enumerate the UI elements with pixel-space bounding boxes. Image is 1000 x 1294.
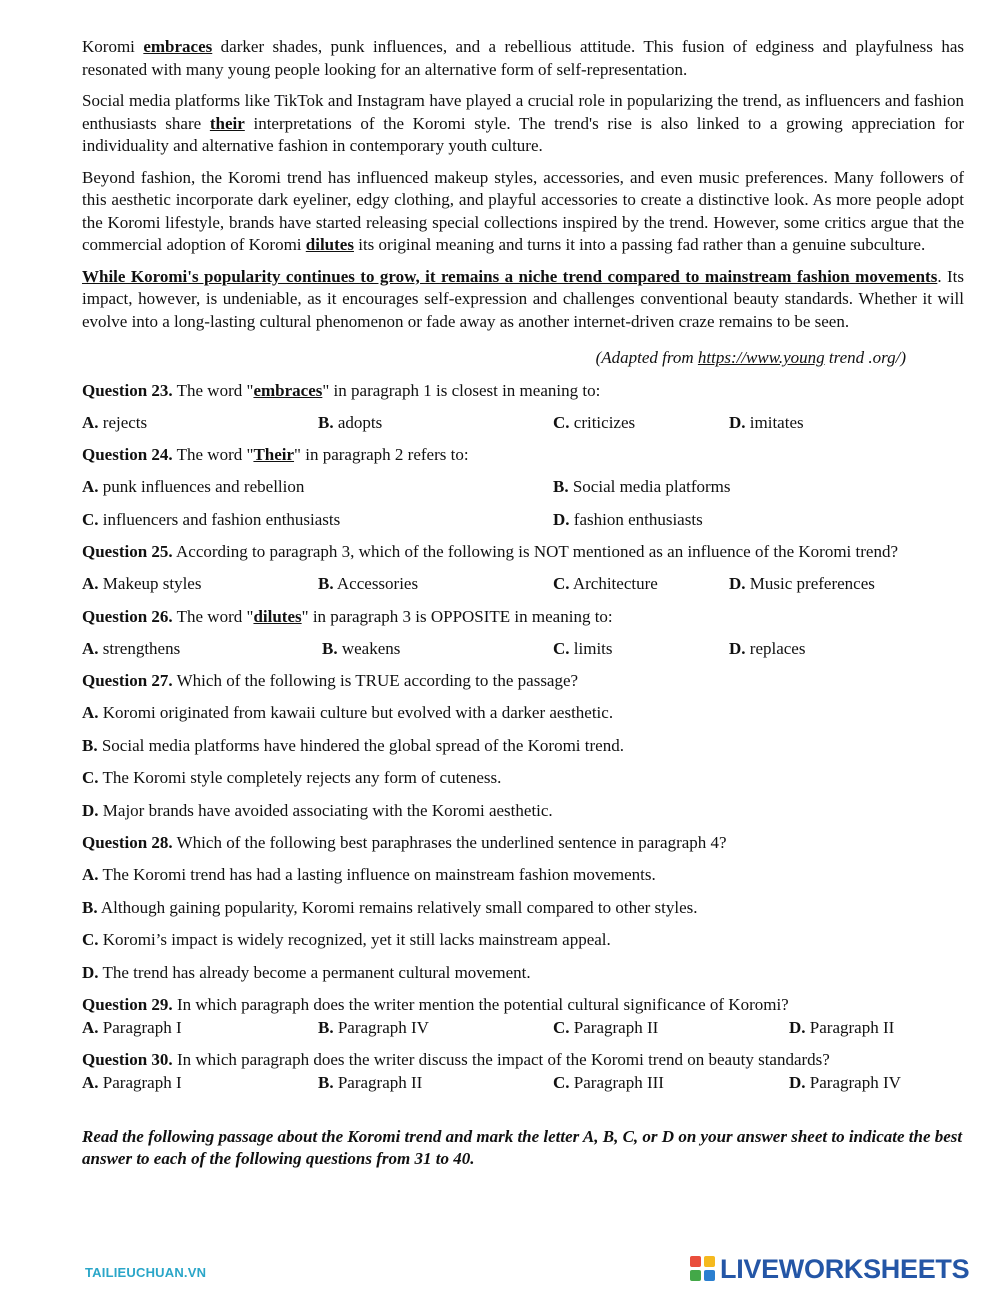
question-30-block: [82, 1049, 964, 1094]
option-d[interactable]: D. imitates: [729, 412, 804, 432]
tailieuchuan-logo: TAILIEUCHUAN.VN: [85, 1265, 207, 1280]
option-c[interactable]: C. Paragraph III: [553, 1072, 664, 1092]
option-c[interactable]: C. Koromi’s impact is widely recognized, yet it still lacks mainstream appeal.: [82, 930, 611, 949]
question-24: Question 24. The word "Their" in paragraph 2 refers to:: [82, 445, 469, 464]
option-d[interactable]: D. Music preferences: [729, 574, 875, 593]
option-b[interactable]: B. weakens: [322, 638, 401, 658]
question-28: Question 28. Which of the following best paraphrases the underlined sentence in paragraph 4?: [82, 833, 727, 852]
underlined-sentence: While Koromi's popularity continues to grow, it remains a niche trend compared to mainstream fashion movements: [82, 266, 938, 286]
highlighted-word-embraces: embraces: [143, 37, 213, 56]
liveworksheets-icon: [690, 1256, 716, 1282]
liveworksheets-logo[interactable]: [690, 1254, 969, 1284]
passage-paragraph-4: While Koromi's popularity continues to grow, it remains a niche trend compared to mainstream fashion movements. Its impact, however, is undeniable, as it encourages self-expression and challenges conventional beauty standards. Whether it will evolve into a long-lasting cultural phenomenon or fade away as another internet-driven craze remains to be seen.: [82, 266, 965, 331]
option-b[interactable]: B. Social media platforms: [553, 477, 731, 496]
option-c[interactable]: C. criticizes: [553, 412, 636, 432]
question-29: Question 29. In which paragraph does the writer mention the potential cultural significance of Koromi?: [82, 995, 789, 1014]
option-c[interactable]: C. Paragraph II: [553, 1017, 659, 1037]
option-c[interactable]: C. The Koromi style completely rejects any form of cuteness.: [82, 768, 502, 787]
option-b[interactable]: B. Social media platforms have hindered the global spread of the Koromi trend.: [82, 735, 624, 755]
option-b[interactable]: B. Accessories: [318, 574, 419, 593]
option-b[interactable]: B. Paragraph II: [318, 1072, 423, 1092]
option-d[interactable]: D. Major brands have avoided associating with the Koromi aesthetic.: [82, 800, 553, 820]
option-a[interactable]: A. Makeup styles: [82, 574, 202, 593]
option-a[interactable]: A. rejects: [82, 412, 148, 432]
question-25: Question 25. According to paragraph 3, which of the following is NOT mentioned as an influence of the Koromi trend?: [82, 542, 898, 561]
section-instruction: Read the following passage about the Koromi trend and mark the letter A, B, C, or D on your answer sheet to indicate the best answer to each of the following questions from 31 to 40.: [82, 1127, 963, 1168]
option-d[interactable]: D. Paragraph II: [789, 1017, 895, 1037]
question-26: Question 26. The word "dilutes" in paragraph 3 is OPPOSITE in meaning to:: [82, 606, 613, 626]
question-24-options-row-2: [82, 509, 964, 532]
question-23-options: [82, 412, 964, 435]
option-a[interactable]: A. punk influences and rebellion: [82, 477, 305, 496]
worksheet-page: [82, 36, 964, 1170]
highlighted-word-dilutes: dilutes: [305, 235, 354, 254]
option-c[interactable]: C. limits: [553, 638, 613, 658]
option-a[interactable]: A. strengthens: [82, 638, 181, 658]
option-a[interactable]: A. Koromi originated from kawaii culture but evolved with a darker aesthetic.: [82, 703, 614, 722]
option-b[interactable]: B. Although gaining popularity, Koromi remains relatively small compared to other styles.: [82, 897, 698, 917]
question-30: Question 30. In which paragraph does the writer discuss the impact of the Koromi trend on beauty standards?: [82, 1050, 830, 1069]
passage-paragraph-1: Koromi embraces darker shades, punk influences, and a rebellious attitude. This fusion of edginess and playfulness has resonated with many young people looking for an alternative form of self-representation.: [82, 37, 964, 79]
option-a[interactable]: A. Paragraph I: [82, 1017, 182, 1037]
question-25-options: [82, 573, 964, 596]
option-a[interactable]: A. The Koromi trend has had a lasting influence on mainstream fashion movements.: [82, 865, 656, 884]
question-23: Question 23. The word "embraces" in paragraph 1 is closest in meaning to:: [82, 380, 601, 400]
option-d[interactable]: D. Paragraph IV: [789, 1072, 901, 1092]
option-b[interactable]: B. adopts: [318, 412, 383, 432]
passage-paragraph-3: Beyond fashion, the Koromi trend has influenced makeup styles, accessories, and even music preferences. Many followers of this aesthetic incorporate dark eyeliner, edgy clothing, and playful accessories to create a distinctive look. As more people adopt the Koromi lifestyle, brands have started releasing special collections inspired by the trend. However, some critics argue that the commercial adoption of Koromi dilutes its original meaning and turns it into a passing fad rather than a genuine subculture.: [82, 167, 964, 254]
passage-paragraph-2: Social media platforms like TikTok and Instagram have played a crucial role in popularizing the trend, as influencers and fashion enthusiasts share their interpretations of the Koromi style. The trend's rise is also linked to a growing appreciation for individuality and alternative fashion in contemporary youth culture.: [82, 91, 964, 155]
option-d[interactable]: D. fashion enthusiasts: [553, 509, 703, 529]
source-citation: (Adapted from https://www.young trend .org/): [595, 348, 906, 367]
option-d[interactable]: D. replaces: [729, 638, 806, 658]
option-c[interactable]: C. Architecture: [553, 574, 658, 593]
question-29-block: [82, 994, 964, 1039]
highlighted-word-their: their: [209, 113, 245, 133]
option-a[interactable]: A. Paragraph I: [82, 1072, 182, 1092]
question-29-options: [82, 1017, 964, 1040]
question-27: Question 27. Which of the following is TRUE according to the passage?: [82, 671, 579, 690]
question-24-options-row-1: [82, 476, 964, 499]
question-30-options: [82, 1072, 964, 1095]
liveworksheets-wordmark: LIVEWORKSHEETS: [720, 1253, 970, 1284]
option-b[interactable]: B. Paragraph IV: [318, 1017, 429, 1037]
source-link[interactable]: https://www.young: [697, 348, 825, 367]
option-c[interactable]: C. influencers and fashion enthusiasts: [82, 509, 341, 529]
question-26-options: [82, 638, 964, 661]
option-d[interactable]: D. The trend has already become a permanent cultural movement.: [82, 962, 531, 982]
